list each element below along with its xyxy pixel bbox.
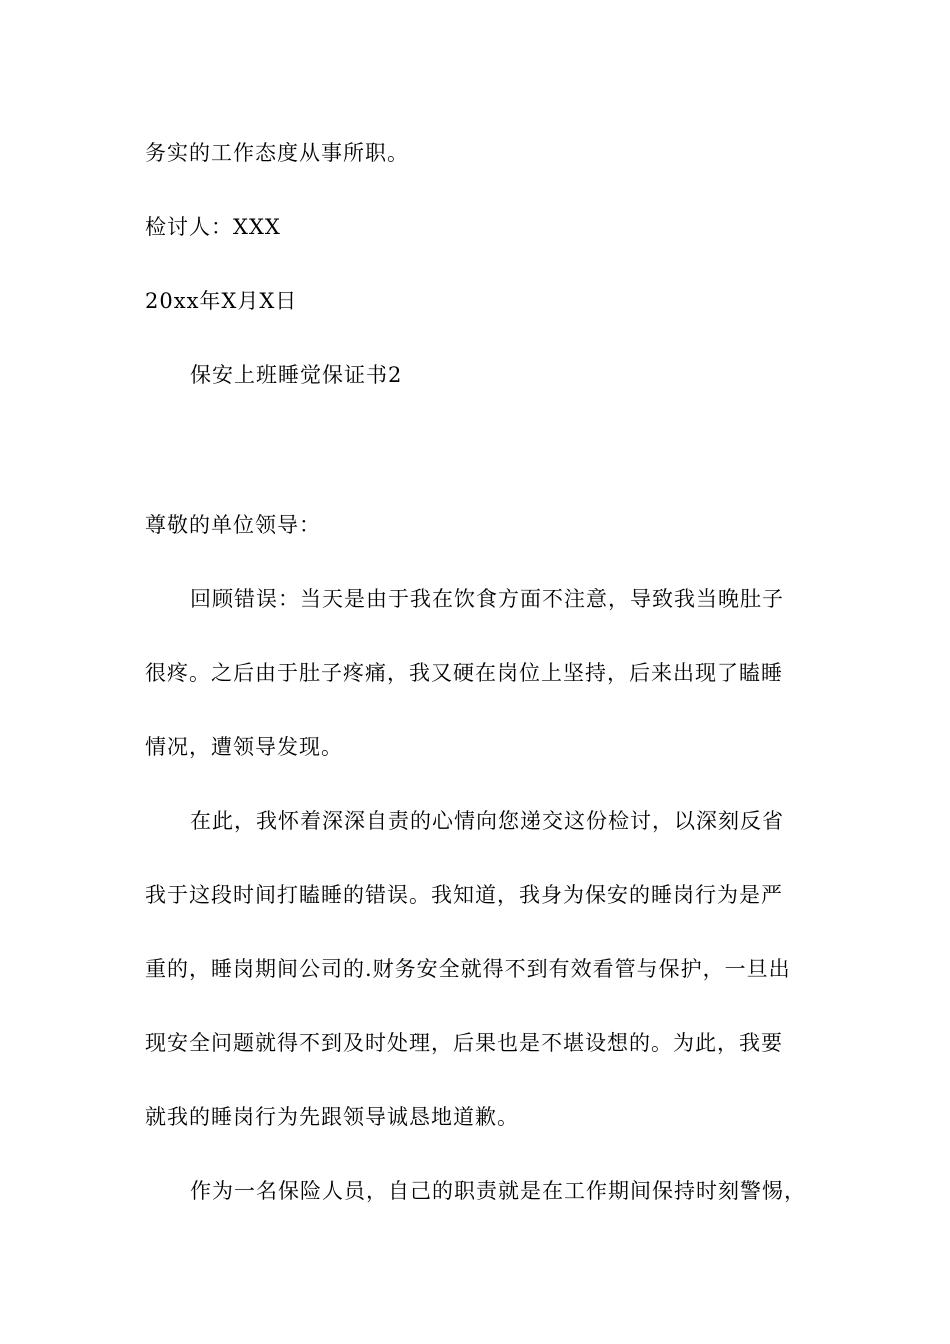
paragraph-line: 重的，睡岗期间公司的.财务安全就得不到有效看管与保护，一旦出 xyxy=(145,957,791,981)
closing-line: 务实的工作态度从事所职。 xyxy=(145,141,409,165)
date-line: 20xx年X月X日 xyxy=(145,289,298,313)
salutation: 尊敬的单位领导： xyxy=(145,513,321,537)
section-title: 保安上班睡觉保证书2 xyxy=(190,363,403,387)
signer-line: 检讨人：XXX xyxy=(145,215,281,239)
paragraph-line: 作为一名保险人员，自己的职责就是在工作期间保持时刻警惕， xyxy=(190,1179,806,1203)
paragraph-line: 情况，遭领导发现。 xyxy=(145,735,343,759)
paragraph-line: 我于这段时间打瞌睡的错误。我知道，我身为保安的睡岗行为是严 xyxy=(145,883,783,907)
paragraph-line: 在此，我怀着深深自责的心情向您递交这份检讨，以深刻反省 xyxy=(190,809,784,833)
paragraph-line: 很疼。之后由于肚子疼痛，我又硬在岗位上坚持，后来出现了瞌睡 xyxy=(145,661,783,685)
paragraph-line: 回顾错误：当天是由于我在饮食方面不注意，导致我当晚肚子 xyxy=(190,587,784,611)
paragraph-line: 就我的睡岗行为先跟领导诚恳地道歉。 xyxy=(145,1105,519,1129)
paragraph-line: 现安全问题就得不到及时处理，后果也是不堪设想的。为此，我要 xyxy=(145,1031,783,1055)
